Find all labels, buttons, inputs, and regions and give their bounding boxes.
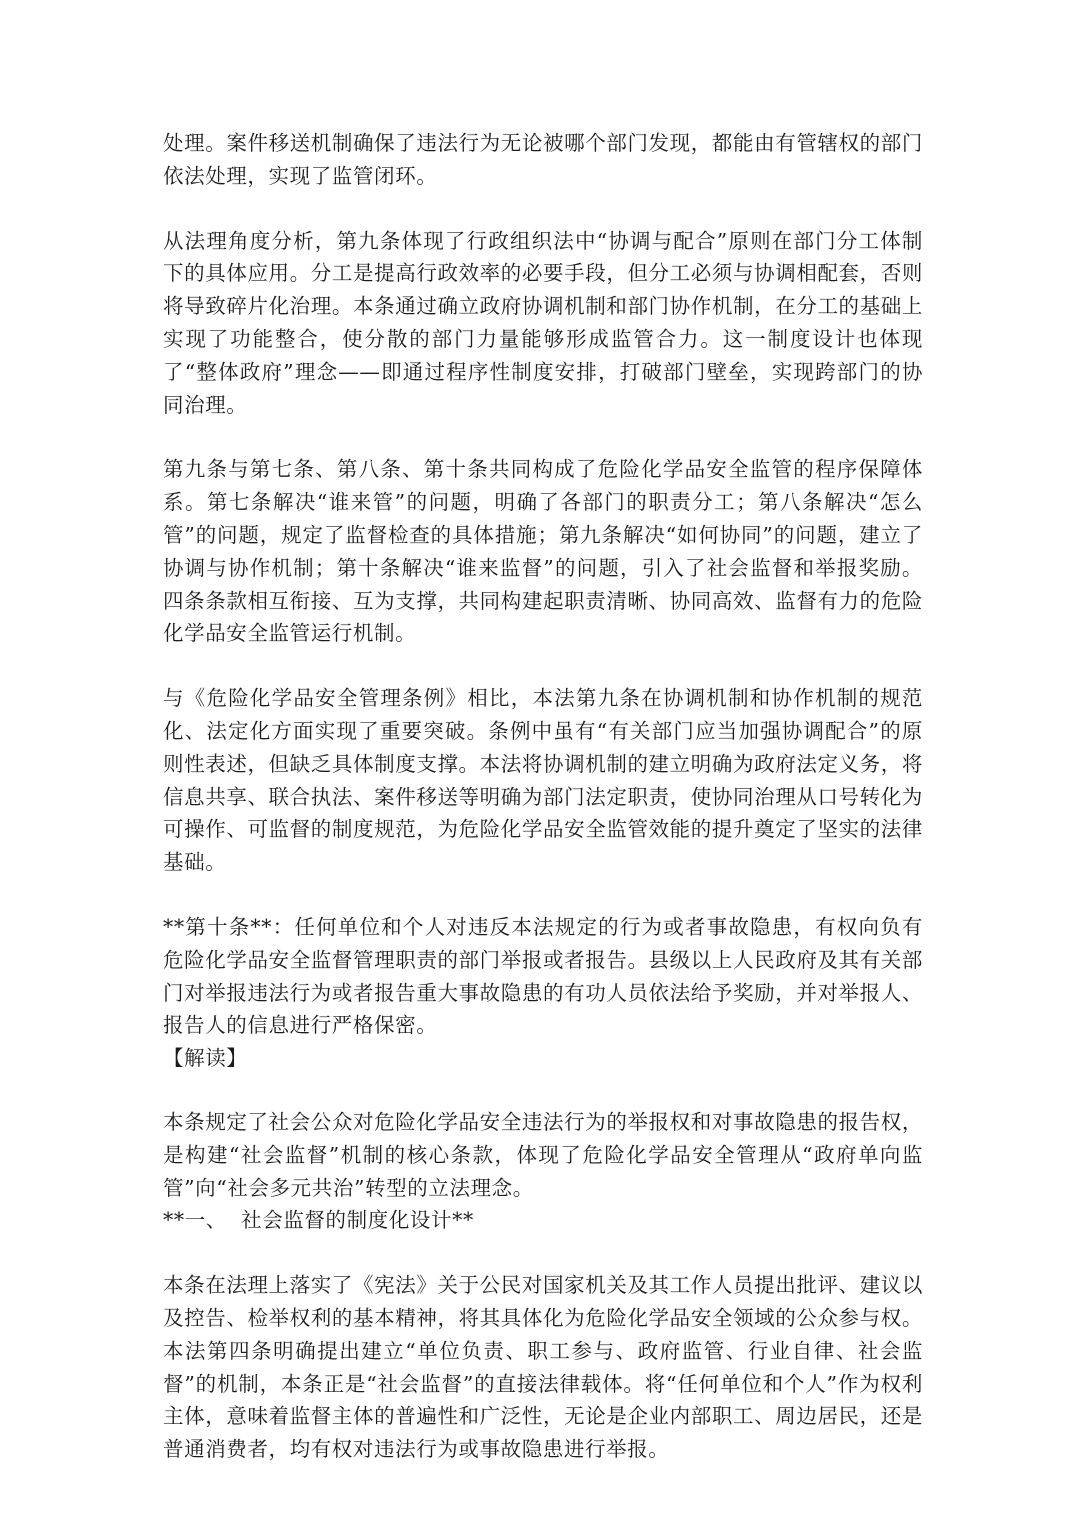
paragraph-social-supervision: 本条在法理上落实了《宪法》关于公民对国家机关及其工作人员提出批评、建议以及控告、检举权利的基本精神，将其具体化为危险化学品安全领域的公众参与权。本法第四条明确提出建立“单位负责、职工参与、政府监管、行业自律、社会监督”的机制，本条正是“社会监督”的直接法律载体。将“任何单位和个人”作为权利主体，意味着监督主体的普遍性和广泛性，无论是企业内部职工、周边居民，还是普通消费者，均有权对违法行为或事故隐患进行举报。 bbox=[163, 1273, 923, 1462]
paragraph-article-ten: **第十条**：任何单位和个人对违反本法规定的行为或者事故隐患，有权向负有危险化学品安全监督管理职责的部门举报或者报告。县级以上人民政府及其有关部门对举报违法行为或者报告重大事故隐患的有功人员依法给予奖励，并对举报人、报告人的信息进行严格保密。 bbox=[163, 914, 923, 1038]
paragraph-regulation-comparison: 与《危险化学品安全管理条例》相比，本法第九条在协调机制和协作机制的规范化、法定化方面实现了重要突破。条例中虽有“有关部门应当加强协调配合”的原则性表述，但缺乏具体制度支撑。本法将协调机制的建立明确为政府法定义务，将信息共享、联合执法、案件移送等明确为部门法定职责，使协同治理从口号转化为可操作、可监督的制度规范，为危险化学品安全监管效能的提升奠定了坚实的法律基础。 bbox=[163, 686, 923, 875]
paragraph-legal-analysis: 从法理角度分析，第九条体现了行政组织法中“协调与配合”原则在部门分工体制下的具体应用。分工是提高行政效率的必要手段，但分工必须与协调相配套，否则将导致碎片化治理。本条通过确立政府协调机制和部门协作机制，在分工的基础上实现了功能整合，使分散的部门力量能够形成监管合力。这一制度设计也体现了“整体政府”理念——即通过程序性制度安排，打破部门壁垒，实现跨部门的协同治理。 bbox=[163, 228, 923, 417]
document-body bbox=[163, 127, 923, 1466]
paragraph-procedural-system: 第九条与第七条、第八条、第十条共同构成了危险化学品安全监管的程序保障体系。第七条解决“谁来管”的问题，明确了各部门的职责分工；第八条解决“怎么管”的问题，规定了监督检查的具体措施；第九条解决“如何协同”的问题，建立了协调与协作机制；第十条解决“谁来监督”的问题，引入了社会监督和举报奖励。四条条款相互衔接、互为支撑，共同构建起职责清晰、协同高效、监督有力的危险化学品安全监管运行机制。 bbox=[163, 457, 923, 646]
paragraph-case-transfer: 处理。案件移送机制确保了违法行为无论被哪个部门发现，都能由有管辖权的部门依法处理，实现了监管闭环。 bbox=[163, 131, 923, 188]
interpretation-heading: 【解读】 bbox=[163, 1046, 248, 1071]
paragraph-interpretation: 本条规定了社会公众对危险化学品安全违法行为的举报权和对事故隐患的报告权，是构建“社会监督”机制的核心条款，体现了危险化学品安全管理从“政府单向监管”向“社会多元共治”转型的立法理念。 bbox=[163, 1109, 923, 1200]
section-heading: **一、 社会监督的制度化设计** bbox=[163, 1208, 474, 1233]
